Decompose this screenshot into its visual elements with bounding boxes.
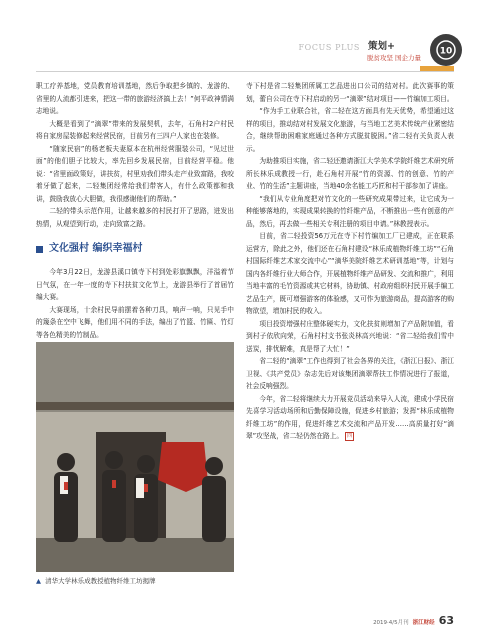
right-paragraph-7: 省二轻的“滴翠”工作也得到了社会各界的关注，《浙江日报》、浙江卫视、《共产党员》杂志先后对该集团滴翠帮扶工作情况进行了报道，社会反响强烈。 bbox=[246, 357, 454, 390]
left-paragraph-4: 二轻的带头示范作用，让越来越多的村民打开了思路，迸发出热情，从观望到行动，走向致富之路。 bbox=[36, 207, 234, 228]
right-paragraph-5: 目前，省二轻投资56万元在寺下村竹编加工厂已建成，正在联系运营方，除此之外，他们还在石角村建设“林乐成植物纤维工坊”“石角村国际纤维艺术家交流中心”“滴华美院纤维艺术研训基地”等，计划与国内各纤维行业大师合作，开展植物纤维产品研发、交流和推广，利用当地丰富的毛竹资源或其它材料，协助镇、村政府组织村民开展手编工艺品生产，既可增强游客的体验感，又可作为旅游商品，提高游客的购物欲望，增加村民的收入。 bbox=[246, 232, 454, 315]
section-heading bbox=[36, 242, 234, 256]
end-mark-icon: 四 bbox=[347, 432, 353, 439]
right-paragraph-6: 项目投资增强村庄整体硬实力，文化扶贫则增加了产品附加值，看到村子依欣向荣，石角村村支书张炎林高兴地说：“省二轻给我们雪中送炭，排忧解难，真是帮了大忙！” bbox=[246, 319, 454, 353]
page-footer bbox=[330, 614, 454, 627]
badge-text: 10 bbox=[439, 46, 453, 57]
event-photo bbox=[36, 342, 234, 572]
footer-brand: 浙江财经 bbox=[412, 620, 435, 626]
photo-caption bbox=[36, 576, 234, 586]
section-heading-text: 文化强村 编织幸福村 bbox=[49, 243, 143, 254]
left-paragraph-3: “随家民宿”的杨老板夫妻原本在杭州经营服装公司，“见过世面”的他们胆子比较大，率先回乡发展民宿，目前经营平稳。他说：“省里面政策好，讲扶贫，村里劝我们带头走产业致富路，我咬着牙做了起来，二轻集团经常给我们带客人，有什么政策都和我讲，鼓励我放心大胆做，我很感谢他们的帮助。” bbox=[36, 144, 234, 203]
page-number: 63 bbox=[438, 614, 454, 627]
badge-glyph-icon bbox=[435, 39, 457, 61]
section-subtitle: 脱贫攻坚 国企力量 bbox=[366, 54, 422, 62]
right-paragraph-1: 寺下村是省二轻集团所属工艺品进出口公司的结对村。此次赛事的策划，蕾自公司在寺下村启动的另一“滴翠”结对项目——竹编加工项目。 bbox=[246, 82, 454, 103]
right-paragraph-8-text: 今年，省二轻将继续大力开展竞员活动来导入人流，建成小学民宿先喜学习活动场所和后勤保障设施，促进乡村旅游；发挥“林乐成植物纤维工坊”的作用，促进纤维艺术交流和产品开发……高质量打好“滴翠”攻坚战，省二轻仍然在路上。 bbox=[246, 394, 454, 440]
left-paragraph-2: 大概是看到了“滴翠”带来的发展契机，去年，石角村2户村民将自家房屋装修起来经营民宿，目前另有三四户人家也在装修。 bbox=[36, 119, 234, 140]
right-paragraph-2: “作为手工业联合社，省二轻在这方面具有先天优势，希望通过这样的项目，推动结对村发展文化旅游，与当地工艺美术传统产业紧密结合，继续帮助困难家庭通过各种方式脱贫脱困。”省二轻有关负责人表示。 bbox=[246, 107, 454, 153]
section-badge-icon bbox=[430, 34, 462, 66]
left-paragraph-1: 职工疗养基地，党员教育培训基地，然后争取把乡镇的、龙游的、省里的人流都引进来，把这一带的旅游经济搞上去！”何平政神情满志地说。 bbox=[36, 82, 234, 115]
right-paragraph-8 bbox=[246, 393, 454, 443]
left-column bbox=[36, 80, 234, 341]
photo-caption-text: 清华大学林乐成教授植物纤维工坊揭牌 bbox=[45, 577, 156, 585]
photo-illustration bbox=[36, 342, 234, 572]
left-paragraph-5: 今年3月22日，龙游县溪口镇寺下村到处彩旗飘飘，洋溢着节日气氛，在一年一度的寺下村扶贫文化节上，龙游县举行了首届竹编大赛。 bbox=[36, 268, 234, 301]
left-paragraph-6: 大赛现场，十余村民导前摆着各种刀具，响声一响，只见手中的篾条在空中飞舞，他们用不同的手法，编出了竹篮、竹匾、竹灯等各色精美的竹制品。 bbox=[36, 305, 234, 339]
right-paragraph-3: 为助推项目实施，省二轻还邀请浙江大学美术学院纤维艺术研究所所长林乐成教授一行，赴石角村开展“竹的资源、竹的创意、竹的产业、竹的生活”主题讲座，当地40余名能工巧匠和村干部参加了讲座。 bbox=[246, 157, 454, 190]
right-paragraph-4: “我们从专业角度把对竹文化的一些研究成果带过来，让它成为一种能够落地的，实现成果转换的竹纤维产品，不断推出一些有创意的产品，然后，再去做一些相关专利注册的项目申请。”林教授表示。 bbox=[246, 194, 454, 228]
right-column bbox=[246, 80, 454, 443]
header-rule bbox=[36, 71, 454, 72]
focus-plus-label: FOCUS PLUS bbox=[298, 43, 360, 52]
caption-triangle-icon: ▲ bbox=[36, 577, 41, 585]
footer-issue: 2019·4/5月刊 bbox=[373, 620, 409, 626]
section-title: 策划+ bbox=[368, 41, 395, 52]
section-square-icon bbox=[36, 246, 43, 253]
